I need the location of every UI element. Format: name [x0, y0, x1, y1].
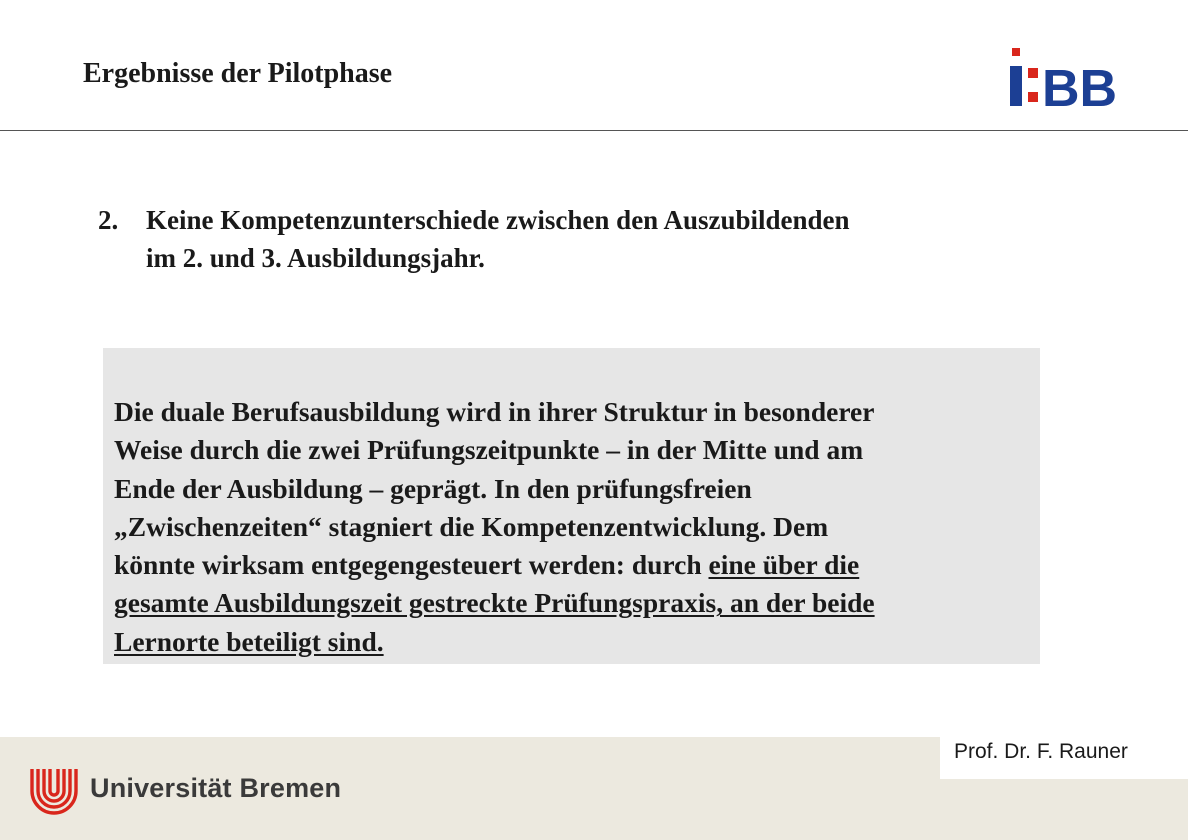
- conclusion-line-5: könnte wirksam entgegengesteuert werden: durch: [114, 549, 709, 581]
- author-box: [940, 737, 1188, 779]
- finding-text: [146, 201, 1018, 277]
- conclusion-line-1: Die duale Berufsausbildung wird in ihrer Struktur in besonderer: [114, 396, 875, 427]
- finding-line-2: im 2. und 3. Ausbildungsjahr.: [146, 243, 485, 273]
- conclusion-line-3: Ende der Ausbildung – geprägt. In den prüfungsfreien: [114, 472, 752, 504]
- finding-number: 2.: [98, 205, 119, 235]
- author-name: Prof. Dr. F. Rauner: [954, 740, 1128, 763]
- page-title: Ergebnisse der Pilotphase: [83, 58, 393, 89]
- university-name: Universität Bremen: [90, 773, 342, 803]
- conclusion-text: [114, 393, 1014, 661]
- conclusion-emphasis-1: eine über die: [708, 549, 860, 581]
- svg-text:BB: BB: [1042, 60, 1118, 108]
- conclusion-box: [103, 348, 1040, 664]
- key-finding: [98, 201, 1018, 277]
- conclusion-emphasis-3: Lernorte beteiligt sind.: [114, 625, 384, 657]
- conclusion-line-2: Weise durch die zwei Prüfungszeitpunkte – in der Mitte und am: [114, 434, 864, 466]
- conclusion-line-4: „Zwischenzeiten“ stagniert die Kompetenzentwicklung. Dem: [114, 510, 829, 542]
- header-divider: [0, 130, 1188, 131]
- university-logo-icon: [28, 765, 80, 815]
- finding-line-1: Keine Kompetenzunterschiede zwischen den Auszubildenden: [146, 205, 850, 235]
- conclusion-emphasis-2: gesamte Ausbildungszeit gestreckte Prüfungspraxis, an der beide: [114, 587, 875, 619]
- footer: [0, 737, 1188, 840]
- ibb-logo: [1006, 46, 1128, 108]
